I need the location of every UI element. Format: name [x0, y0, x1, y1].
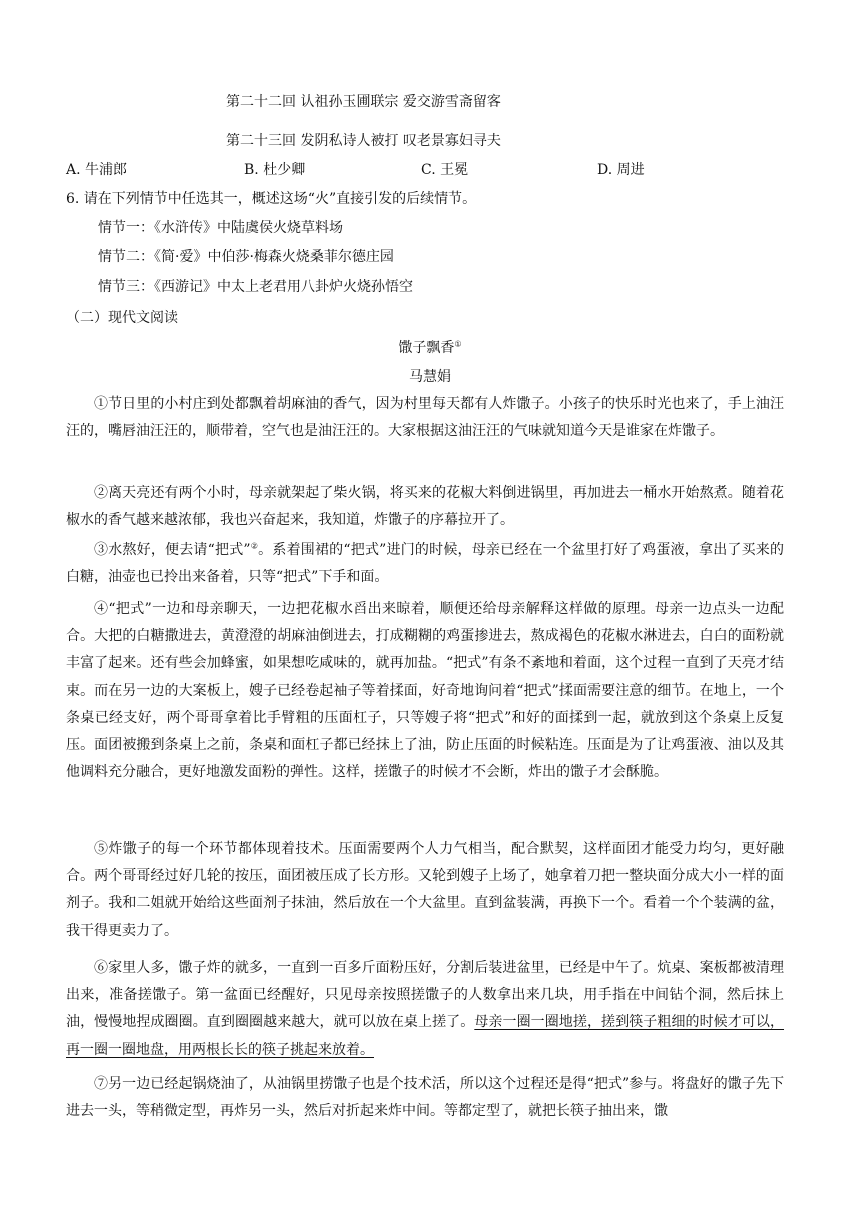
article-title: 馓子飘香①	[398, 339, 462, 356]
option-a: A. 牛浦郎	[66, 162, 128, 178]
paragraph-3: ③水熬好，便去请“把式”②。系着围裙的“把式”进门的时候，母亲已经在一个盆里打好了鸡蛋液，拿出了买来的白糖，油壶也已拎出来备着，只等“把式”下手和面。	[66, 541, 785, 586]
plot-option-1: 情节一：《水浒传》中陆虞侯火烧草料场	[98, 220, 343, 236]
paragraph-4: ④“把式”一边和母亲聊天，一边把花椒水舀出来晾着，顺便还给母亲解释这样做的原理。母亲一边点头一边配合。大把的白糖撒进去，黄澄澄的胡麻油倒进去，打成糊糊的鸡蛋掺进去，熬成褐色的花椒水淋进去，白白的面粉就丰富了起来。还有些会加蜂蜜，如果想吃咸味的，就再加盐。“把式”有条不紊地和着面，这个过程一直到了天亮才结束。而在另一边的大案板上，嫂子已经卷起袖子等着揉面，好奇地询问着“把式”揉面需要注意的细节。在地上，一个条桌已经支好，两个哥哥拿着比手臂粗的压面杠子，只等嫂子将“把式”和好的面揉到一起，就放到这个条桌上反复压。面团被搬到条桌上之前，条桌和面杠子都已经抹上了油，防止压面的时候粘连。压面是为了让鸡蛋液、油以及其他调料充分融合，更好地激发面粉的弹性。这样，搓馓子的时候才不会断，炸出的馓子才会酥脆。	[66, 601, 784, 781]
option-d: D. 周进	[597, 162, 645, 178]
chapter-line-22: 第二十二回 认祖孙玉圃联宗 爱交游雪斋留客	[226, 94, 501, 110]
paragraph-6: ⑥家里人多，馓子炸的就多，一直到一百多斤面粉压好，分割后装进盆里，已经是中午了。炕桌、案板都被清理出来，准备搓馓子。第一盆面已经醒好，只见母亲按照搓馓子的人数拿出来几块，用手指在中间钻个洞，然后抹上油，慢慢地捏成圈圈。直到圈圈越来越大，就可以放在桌上搓了。母亲一圈一圈地搓，搓到筷子粗细的时候才可以，再一圈一圈地盘，用两根长长的筷子挑起来放着。	[66, 960, 785, 1058]
paragraph-1: ①节日里的小村庄到处都飘着胡麻油的香气，因为村里每天都有人炸馓子。小孩子的快乐时光也来了，手上油汪汪的，嘴唇油汪汪的，顺带着，空气也是油汪汪的。大家根据这油汪汪的气味就知道今天是谁家在炸馓子。	[66, 396, 784, 440]
paragraph-5: ⑤炸馓子的每一个环节都体现着技术。压面需要两个人力气相当，配合默契，这样面团才能受力均匀，更好融合。两个哥哥经过好几轮的按压，面团被压成了长方形。又轮到嫂子上场了，她拿着刀把一整块面分成大小一样的面剂子。我和二姐就开始给这些面剂子抹油，然后放在一个大盆里。直到盆装满，再换下一个。看着一个个装满的盆，我干得更卖力了。	[66, 841, 784, 939]
article-author: 马慧娟	[409, 369, 451, 385]
chapter-line-23: 第二十三回 发阴私诗人被打 叹老景寡妇寻夫	[226, 133, 501, 149]
footnote-marker: ①	[454, 339, 462, 349]
section-heading: （二）现代文阅读	[66, 310, 178, 326]
plot-option-2: 情节二：《简·爱》中伯莎·梅森火烧桑菲尔德庄园	[98, 249, 394, 265]
underlined-sentence: 母亲一圈一圈地搓，搓到筷子粗细的时候才可以，再一圈一圈地盘，用两根长长的筷子挑起来放着。	[66, 1014, 785, 1058]
option-b: B. 杜少卿	[244, 162, 306, 178]
plot-option-3: 情节三：《西游记》中太上老君用八卦炉火烧孙悟空	[98, 279, 413, 295]
paragraph-2: ②离天亮还有两个小时，母亲就架起了柴火锅，将买来的花椒大料倒进锅里，再加进去一桶水开始熬煮。随着花椒水的香气越来越浓郁，我也兴奋起来，我知道，炸馓子的序幕拉开了。	[66, 485, 784, 529]
footnote-marker: ②	[250, 541, 259, 551]
paragraph-7: ⑦另一边已经起锅烧油了，从油锅里捞馓子也是个技术活，所以这个过程还是得“把式”参与。将盘好的馓子先下进去一头，等稍微定型，再炸另一头，然后对折起来炸中间。等都定型了，就把长筷子抽出来，馓	[66, 1076, 784, 1120]
question-6-stem: 6. 请在下列情节中任选其一，概述这场“火”直接引发的后续情节。	[66, 191, 477, 207]
option-c: C. 王冕	[421, 162, 469, 178]
